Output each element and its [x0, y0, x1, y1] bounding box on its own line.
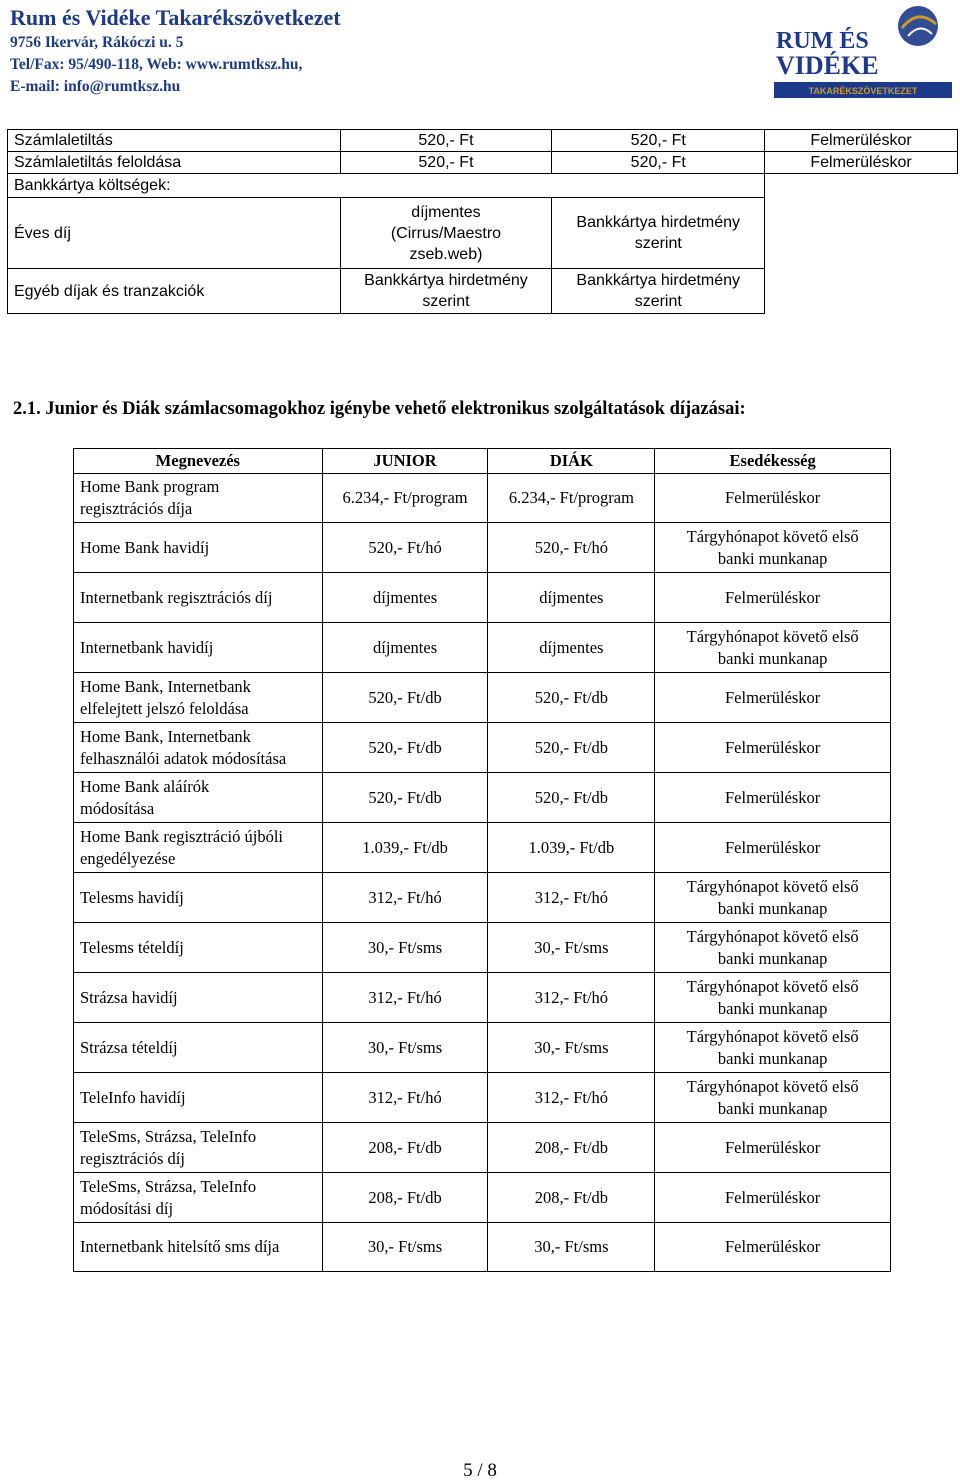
cell-line: szerint: [634, 293, 682, 310]
electronic-services-fee-table: [73, 448, 891, 1272]
cell-line: Home Bank aláírók: [80, 776, 210, 796]
junior-fee: 6.234,- Ft/program: [322, 474, 488, 523]
due-date: [655, 573, 891, 623]
org-contact: Tel/Fax: 95/490-118, Web: www.rumtksz.hu,: [10, 56, 303, 73]
cell-line: Home Bank, Internetbank: [80, 726, 251, 746]
cell-line: banki munkanap: [717, 1098, 828, 1118]
cell-line: Felmerüléskor: [724, 1187, 821, 1207]
junior-fee: 208,- Ft/db: [322, 1173, 488, 1223]
section-label: Bankkártya költségek:: [8, 174, 765, 198]
diak-fee: 208,- Ft/db: [488, 1173, 655, 1223]
cell-line: Telesms tételdíj: [80, 937, 184, 957]
junior-fee: 30,- Ft/sms: [322, 1023, 488, 1073]
service-name: [74, 773, 323, 823]
cell-line: zseb.web): [409, 245, 483, 263]
due-date: [655, 723, 891, 773]
table-row: [74, 573, 891, 623]
cell-line: Felmerüléskor: [724, 1137, 821, 1157]
cell-line: (Cirrus/Maestro: [390, 224, 502, 242]
cell-line: Strázsa tételdíj: [80, 1037, 178, 1057]
diak-value: 520,- Ft: [552, 152, 765, 174]
table-row: [74, 1123, 891, 1173]
diak-fee: 6.234,- Ft/program: [488, 474, 655, 523]
due-date: [655, 1223, 891, 1272]
junior-fee: 30,- Ft/sms: [322, 1223, 488, 1272]
cell-line: Felmerüléskor: [724, 488, 821, 507]
service-name: [74, 1073, 323, 1123]
service-name: [74, 1023, 323, 1073]
cell-line: Tárgyhónapot követő első: [686, 976, 859, 996]
cell-line: Tárgyhónapot követő első: [686, 626, 859, 646]
service-name: [74, 923, 323, 973]
row-label: Számlaletiltás: [8, 130, 341, 152]
diak-value: 520,- Ft: [552, 130, 765, 152]
logo-text-1: RUM ÉS: [776, 28, 869, 54]
service-name: [74, 673, 323, 723]
cell-line: Internetbank hitelsítő sms díja: [80, 1237, 280, 1256]
service-name: [74, 474, 323, 523]
table-row: [74, 474, 891, 523]
cell-line: banki munkanap: [717, 948, 828, 968]
cell-line: Home Bank regisztráció újbóli: [80, 826, 283, 846]
diak-fee: 520,- Ft/hó: [488, 523, 655, 573]
cell-line: regisztrációs díj: [80, 1148, 185, 1168]
junior-fee: 208,- Ft/db: [322, 1123, 488, 1173]
cell-line: Tárgyhónapot követő első: [686, 1026, 859, 1046]
table-row: [74, 1173, 891, 1223]
service-name: [74, 523, 323, 573]
junior-fee: 520,- Ft/hó: [322, 523, 488, 573]
due-value: Felmerüléskor: [765, 152, 958, 174]
service-name: [74, 573, 323, 623]
cell-line: Bankkártya hirdetmény: [576, 272, 741, 289]
cell-line: regisztrációs díja: [80, 499, 193, 518]
junior-fee: díjmentes: [322, 573, 488, 623]
cell-line: TeleInfo havidíj: [80, 1087, 186, 1107]
cell-line: felhasználói adatok módosítása: [80, 748, 287, 768]
service-name: [74, 723, 323, 773]
due-date: [655, 973, 891, 1023]
table-row: [8, 198, 958, 269]
letterhead: [10, 4, 341, 98]
due-date: [655, 1023, 891, 1073]
due-date: [655, 474, 891, 523]
cell-line: banki munkanap: [717, 1048, 828, 1068]
cell-line: Felmerüléskor: [724, 737, 821, 757]
junior-fee: 312,- Ft/hó: [322, 873, 488, 923]
org-name: Rum és Vidéke Takarékszövetkezet: [10, 5, 341, 30]
cell-line: Felmerüléskor: [724, 787, 821, 807]
due-date: [655, 1173, 891, 1223]
junior-value: 520,- Ft: [340, 152, 552, 174]
table-row: [8, 130, 958, 152]
table-row: [74, 723, 891, 773]
cell-line: banki munkanap: [717, 648, 828, 668]
diak-fee: 30,- Ft/sms: [488, 923, 655, 973]
cell-line: Felmerüléskor: [724, 687, 821, 707]
cell-line: elfelejtett jelszó feloldása: [80, 698, 249, 718]
junior-fee: 520,- Ft/db: [322, 723, 488, 773]
cell-line: Felmerüléskor: [724, 837, 821, 857]
diak-fee: 520,- Ft/db: [488, 723, 655, 773]
cell-line: Home Bank havidíj: [80, 537, 210, 557]
cell-line: szerint: [422, 293, 470, 310]
empty-cell: [765, 174, 958, 198]
org-address: 9756 Ikervár, Rákóczi u. 5: [10, 34, 184, 51]
junior-fee: 312,- Ft/hó: [322, 973, 488, 1023]
column-header: Esedékesség: [655, 449, 891, 474]
column-header: Megnevezés: [74, 449, 323, 474]
row-label: Éves díj: [8, 198, 341, 269]
cell-line: Home Bank program: [80, 477, 220, 496]
cell-line: Bankkártya hirdetmény: [576, 214, 741, 231]
table-row: [74, 1073, 891, 1123]
service-name: [74, 1173, 323, 1223]
cell-line: banki munkanap: [717, 898, 828, 918]
table-row: [74, 773, 891, 823]
service-name: [74, 623, 323, 673]
diak-fee: 520,- Ft/db: [488, 773, 655, 823]
org-email: E-mail: info@rumtksz.hu: [10, 78, 181, 95]
table-row: [8, 152, 958, 174]
cell-line: Internetbank havidíj: [80, 637, 214, 657]
page-number: 5 / 8: [463, 1460, 497, 1481]
card-fee-table: [7, 129, 958, 314]
diak-value: [552, 269, 765, 314]
due-value: Felmerüléskor: [765, 130, 958, 152]
cell-line: szerint: [634, 235, 682, 252]
diak-fee: 30,- Ft/sms: [488, 1223, 655, 1272]
table-row: [74, 823, 891, 873]
due-date: [655, 1123, 891, 1173]
section-heading: 2.1. Junior és Diák számlacsomagokhoz igénybe vehető elektronikus szolgáltatások díjazásai:: [13, 399, 746, 419]
diak-fee: 30,- Ft/sms: [488, 1023, 655, 1073]
junior-fee: 312,- Ft/hó: [322, 1073, 488, 1123]
table-row: [74, 523, 891, 573]
cell-line: engedélyezése: [80, 848, 176, 868]
table-row: [74, 623, 891, 673]
due-date: [655, 523, 891, 573]
due-date: [655, 873, 891, 923]
table-row: [74, 673, 891, 723]
diak-fee: díjmentes: [488, 623, 655, 673]
table-row: [74, 873, 891, 923]
junior-fee: 1.039,- Ft/db: [322, 823, 488, 873]
cell-line: TeleSms, Strázsa, TeleInfo: [80, 1176, 257, 1196]
due-date: [655, 673, 891, 723]
cell-line: módosítási díj: [80, 1198, 174, 1218]
diak-fee: 1.039,- Ft/db: [488, 823, 655, 873]
cell-line: banki munkanap: [717, 548, 828, 568]
table-row: [8, 174, 958, 198]
diak-fee: 312,- Ft/hó: [488, 873, 655, 923]
junior-fee: 520,- Ft/db: [322, 773, 488, 823]
cell-line: Strázsa havidíj: [80, 987, 178, 1007]
diak-value: [552, 198, 765, 269]
table-row: [74, 1023, 891, 1073]
junior-fee: díjmentes: [322, 623, 488, 673]
cell-line: Telesms havidíj: [80, 887, 184, 907]
column-header: JUNIOR: [322, 449, 488, 474]
junior-value: [340, 198, 552, 269]
diak-fee: díjmentes: [488, 573, 655, 623]
cell-line: Tárgyhónapot követő első: [686, 876, 859, 896]
cell-line: módosítása: [80, 798, 155, 818]
cell-line: Bankkártya hirdetmény: [364, 272, 528, 289]
row-label: Egyéb díjak és tranzakciók: [8, 269, 341, 314]
junior-fee: 30,- Ft/sms: [322, 923, 488, 973]
due-date: [655, 623, 891, 673]
logo-text-2: VIDÉKE: [776, 51, 879, 80]
junior-fee: 520,- Ft/db: [322, 673, 488, 723]
cell-line: Home Bank, Internetbank: [80, 676, 251, 696]
table-row: [74, 1223, 891, 1272]
cell-line: TeleSms, Strázsa, TeleInfo: [80, 1126, 257, 1146]
cell-line: Tárgyhónapot követő első: [686, 526, 859, 546]
due-date: [655, 1073, 891, 1123]
service-name: [74, 973, 323, 1023]
cell-line: Tárgyhónapot követő első: [686, 926, 859, 946]
diak-fee: 312,- Ft/hó: [488, 1073, 655, 1123]
column-header: DIÁK: [488, 449, 655, 474]
cell-line: Felmerüléskor: [724, 1237, 821, 1256]
diak-fee: 208,- Ft/db: [488, 1123, 655, 1173]
empty-cell: [765, 198, 958, 269]
cell-line: banki munkanap: [717, 998, 828, 1018]
due-date: [655, 923, 891, 973]
diak-fee: 312,- Ft/hó: [488, 973, 655, 1023]
cell-line: Felmerüléskor: [724, 587, 821, 607]
bank-logo: [768, 2, 956, 110]
service-name: [74, 1223, 323, 1272]
cell-line: Internetbank regisztrációs díj: [80, 587, 273, 607]
service-name: [74, 823, 323, 873]
due-date: [655, 823, 891, 873]
row-label: Számlaletiltás feloldása: [8, 152, 341, 174]
table-row: [74, 923, 891, 973]
diak-fee: 520,- Ft/db: [488, 673, 655, 723]
logo-text-3: TAKARÉKSZÖVETKEZET: [808, 86, 918, 96]
service-name: [74, 873, 323, 923]
cell-line: díjmentes: [411, 203, 481, 221]
table-row: [74, 973, 891, 1023]
empty-cell: [765, 269, 958, 314]
cell-line: Tárgyhónapot követő első: [686, 1076, 859, 1096]
due-date: [655, 773, 891, 823]
junior-value: [340, 269, 552, 314]
service-name: [74, 1123, 323, 1173]
junior-value: 520,- Ft: [340, 130, 552, 152]
table-row: [8, 269, 958, 314]
table-header-row: [74, 449, 891, 474]
